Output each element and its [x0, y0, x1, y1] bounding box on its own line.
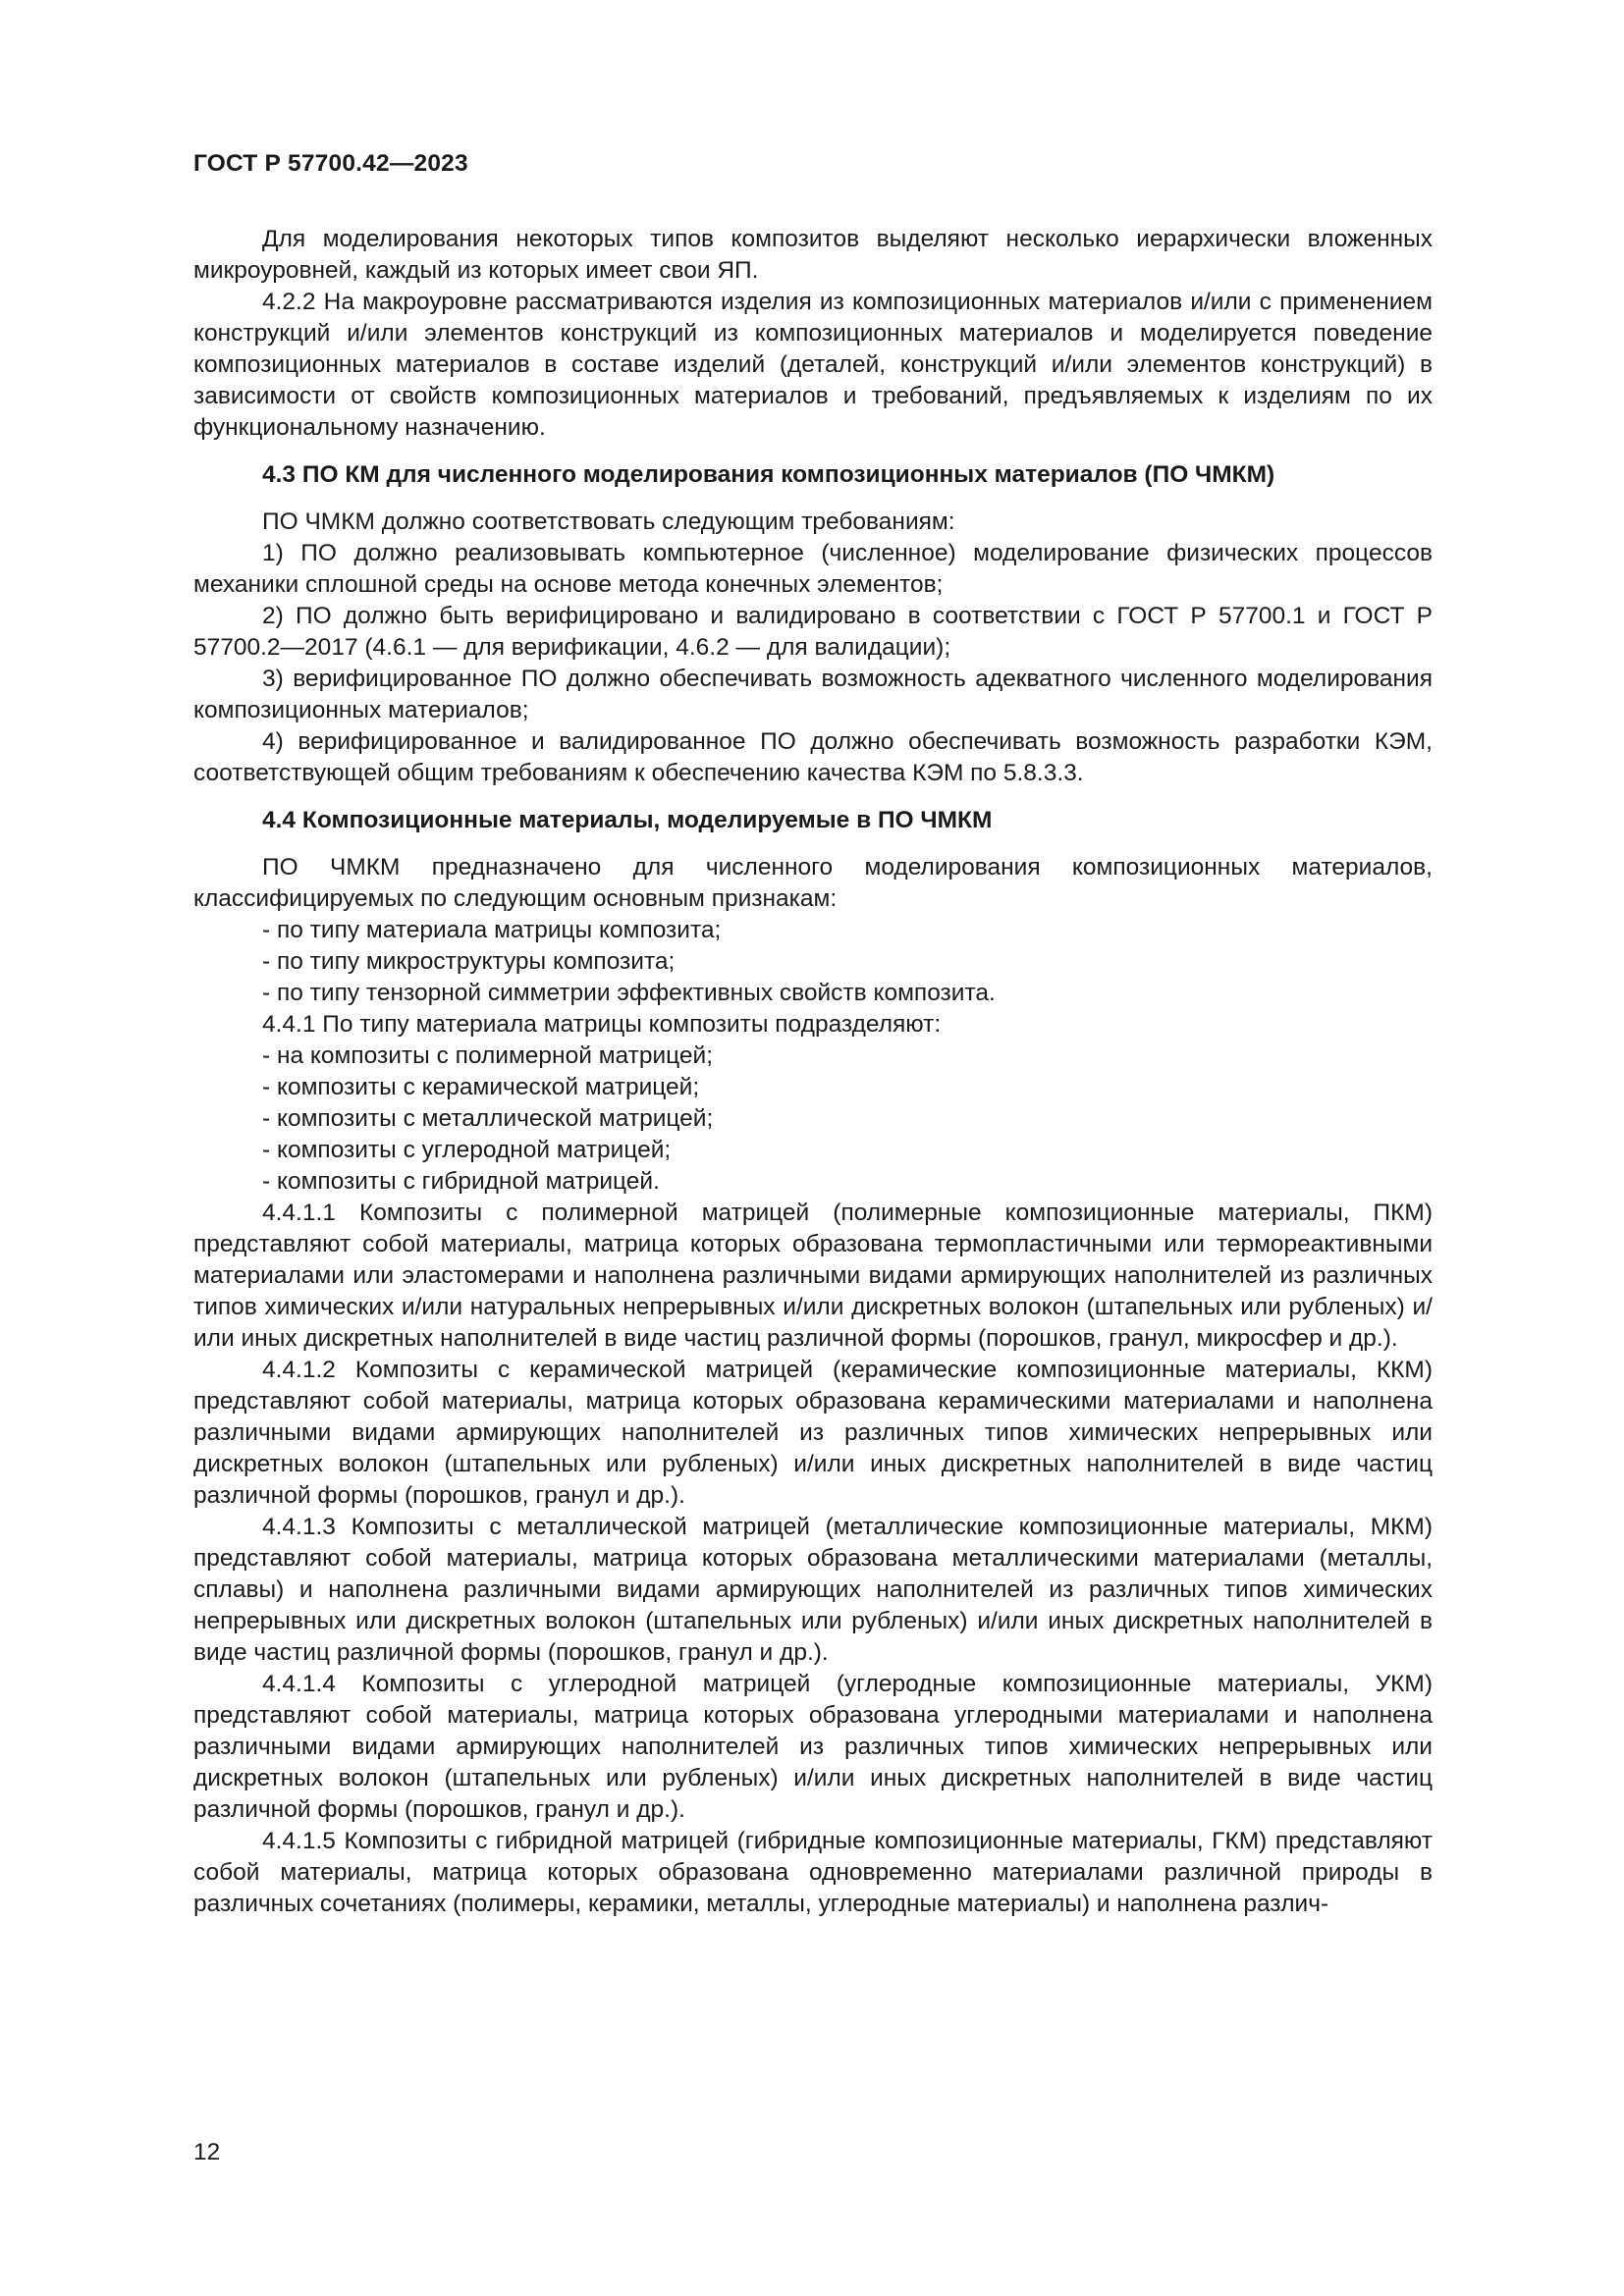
paragraph: 3) верифицированное ПО должно обеспечивать возможность адекватного численного моделирования композиционных материалов; — [193, 666, 1433, 723]
paragraph: ПО ЧМКМ предназначено для численного моделирования композиционных материалов, классифицируемых по следующим основным признакам: — [193, 854, 1433, 912]
paragraph: 4.2.2 На макроуровне рассматриваются изделия из композиционных материалов и/или с применением конструкций и/или элементов конструкций из композиционных материалов и моделируется поведение композиционных материалов в составе изделий (деталей, конструкций и/или элементов конструкций) в зависимости от свойств композиционных материалов и требований, предъявляемых к изделиям по их функциональному назначению. — [193, 289, 1433, 441]
paragraph: Для моделирования некоторых типов композитов выделяют несколько иерархически вложенных микроуровней, каждый из которых имеет свои ЯП. — [193, 226, 1433, 284]
paragraph: 4.4.1.1 Композиты с полимерной матрицей (полимерные композиционные материалы, ПКМ) представляют собой материалы, матрица которых образована термопластичными или термореактивными материалами или эластомерами и наполнена различными видами армирующих наполнителей из различных типов химических и/или натуральных непрерывных и/или дискретных волокон (штапельных или рубленых) и/или иных дискретных наполнителей в виде частиц различной формы (порошков, гранул, микросфер и др.). — [193, 1200, 1433, 1352]
document-header: ГОСТ Р 57700.42—2023 — [193, 150, 468, 177]
list-item: - по типу материала матрицы композита; — [262, 917, 722, 943]
page-number: 12 — [193, 2139, 221, 2165]
list-item: - композиты с гибридной матрицей. — [262, 1168, 660, 1195]
paragraph: 4.4.1.2 Композиты с керамической матрицей (керамические композиционные материалы, ККМ) представляют собой материалы, матрица которых образована керамическими материалами и наполнена различными видами армирующих наполнителей из различных типов химических непрерывных или дискретных волокон (штапельных или рубленых) и/или иных дискретных наполнителей в виде частиц различной формы (порошков, гранул и др.). — [193, 1357, 1433, 1509]
list-item: - по типу тензорной симметрии эффективных свойств композита. — [262, 980, 996, 1006]
paragraph: 4.4.1.5 Композиты с гибридной матрицей (гибридные композиционные материалы, ГКМ) представляют собой материалы, матрица которых образована одновременно материалами различной природы в различных сочетаниях (полимеры, керамики, металлы, углеродные материалы) и наполнена различ- — [193, 1828, 1433, 1917]
list-item: - на композиты с полимерной матрицей; — [262, 1042, 714, 1069]
paragraph: 4.4.1.4 Композиты с углеродной матрицей (углеродные композиционные материалы, УКМ) представляют собой материалы, матрица которых образована углеродными материалами и наполнена различными видами армирующих наполнителей из различных типов химических непрерывных или дискретных волокон (штапельных или рубленых) и/или иных дискретных наполнителей в виде частиц различной формы (порошков, гранул и др.). — [193, 1671, 1433, 1823]
list-item: - композиты с металлической матрицей; — [262, 1105, 714, 1132]
document-body — [193, 224, 1433, 1920]
list-item: - по типу микроструктуры композита; — [262, 948, 676, 975]
list-item: - композиты с керамической матрицей; — [262, 1074, 700, 1100]
paragraph: 1) ПО должно реализовывать компьютерное (численное) моделирование физических процессов механики сплошной среды на основе метода конечных элементов; — [193, 540, 1433, 598]
section-heading: 4.3 ПО КМ для численного моделирования композиционных материалов (ПО ЧМКМ) — [262, 461, 1275, 488]
list-item: 4.4.1 По типу материала матрицы композиты подразделяют: — [262, 1011, 942, 1038]
section-heading: 4.4 Композиционные материалы, моделируемые в ПО ЧМКМ — [262, 807, 993, 833]
paragraph: 2) ПО должно быть верифицировано и валидировано в соответствии с ГОСТ Р 57700.1 и ГОСТ Р 57700.2—2017 (4.6.1 — для верификации, 4.6.2 — для валидации); — [193, 603, 1433, 661]
paragraph: ПО ЧМКМ должно соответствовать следующим требованиям: — [262, 508, 955, 535]
paragraph: 4.4.1.3 Композиты с металлической матрицей (металлические композиционные материалы, МКМ) представляют собой материалы, матрица которых образована металлическими материалами (металлы, сплавы) и наполнена различными видами армирующих наполнителей из различных типов химических непрерывных или дискретных волокон (штапельных или рубленых) и/или иных дискретных наполнителей в виде частиц различной формы (порошков, гранул и др.). — [193, 1514, 1433, 1666]
paragraph: 4) верифицированное и валидированное ПО должно обеспечивать возможность разработки КЭМ, соответствующей общим требованиям к обеспечению качества КЭМ по 5.8.3.3. — [193, 728, 1433, 786]
list-item: - композиты с углеродной матрицей; — [262, 1137, 672, 1163]
